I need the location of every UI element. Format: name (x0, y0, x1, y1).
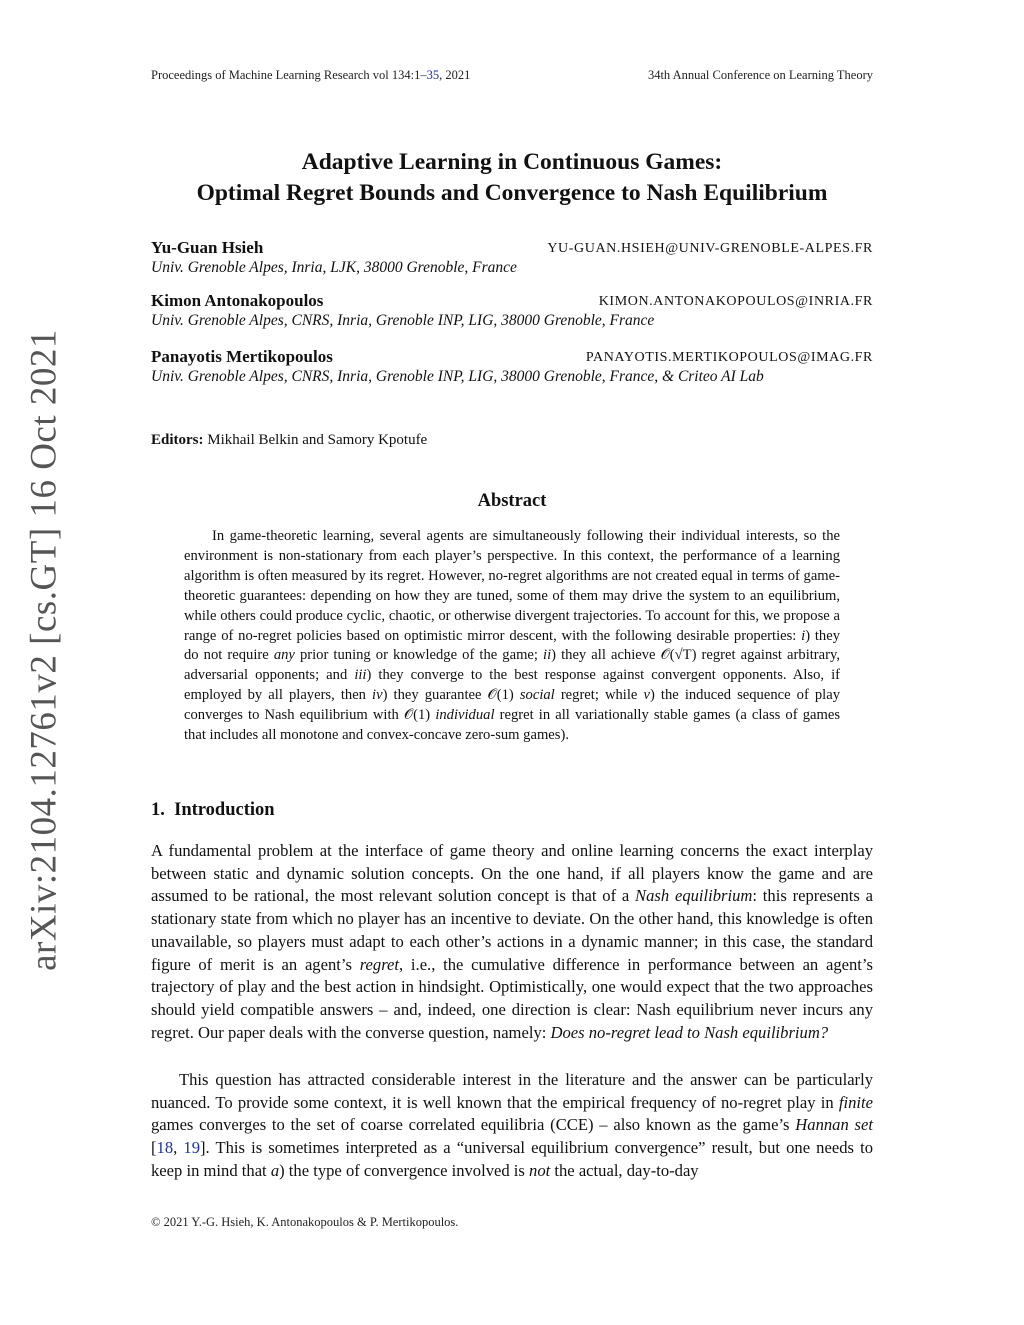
editors-label: Editors: (151, 432, 204, 448)
intro-paragraph-2: This question has attracted considerable interest in the literature and the answer can be particularly nuanced. To provide some context, it is well known that the empirical frequency of no-regret play in finite games converges to the set of coarse correlated equilibria (CCE) – also known as the game’s Hannan set [18, 19]. This is sometimes interpreted as a “universal equilibrium convergence” result, but one needs to keep in mind that a) the type of convergence involved is not the actual, day-to-day (151, 1070, 873, 1180)
author-block-3 (151, 347, 873, 386)
running-head-left: Proceedings of Machine Learning Research vol 134:1–35, 2021 (151, 68, 471, 82)
abstract-heading: Abstract (477, 491, 547, 511)
big-o-one: 𝒪(1) (403, 707, 431, 724)
paper-title (151, 147, 873, 209)
author-email[interactable]: KIMON.ANTONAKOPOULOS@INRIA.FR (598, 294, 873, 309)
title-line-2: Optimal Regret Bounds and Convergence to Nash Equilibrium (196, 180, 828, 206)
author-email[interactable]: PANAYOTIS.MERTIKOPOULOS@IMAG.FR (585, 350, 873, 365)
running-head-right: 34th Annual Conference on Learning Theory (647, 68, 873, 82)
author-block-2 (151, 291, 873, 330)
copyright-footer: © 2021 Y.-G. Hsieh, K. Antonakopoulos & P. Mertikopoulos. (151, 1215, 459, 1229)
citation-link[interactable]: 18 (156, 1138, 174, 1158)
author-affiliation: Univ. Grenoble Alpes, Inria, LJK, 38000 Grenoble, France (151, 259, 517, 276)
author-affiliation: Univ. Grenoble Alpes, CNRS, Inria, Grenoble INP, LIG, 38000 Grenoble, France, & Criteo AI Lab (151, 368, 764, 385)
page-count-link[interactable]: 35 (426, 68, 440, 82)
author-block-1 (151, 238, 873, 277)
editors-names: Mikhail Belkin and Samory Kpotufe (207, 432, 428, 448)
editors-line (151, 432, 427, 449)
arxiv-identifier-text: arXiv:2104.12761v2 [cs.GT] 16 Oct 2021 (23, 329, 65, 971)
citation-link[interactable]: 19 (183, 1138, 200, 1158)
big-o-one: 𝒪(1) (487, 687, 514, 704)
author-affiliation: Univ. Grenoble Alpes, CNRS, Inria, Grenoble INP, LIG, 38000 Grenoble, France (151, 312, 655, 329)
author-name: Kimon Antonakopoulos (151, 291, 324, 310)
arxiv-side-identifier (20, 329, 68, 971)
author-email[interactable]: YU-GUAN.HSIEH@UNIV-GRENOBLE-ALPES.FR (547, 241, 873, 256)
intro-paragraph-1: A fundamental problem at the interface of game theory and online learning concerns the exact interplay between static and dynamic solution concepts. On the one hand, if all players know the game and are assumed to be rational, the most relevant solution concept is that of a Nash equilibrium: this represents a stationary state from which no player has an incentive to deviate. On the other hand, this knowledge is often unavailable, so players must adapt to each other’s actions in a dynamic manner; in this case, the standard figure of merit is an agent’s regret, i.e., the cumulative difference in performance between an agent’s trajectory of play and the best action in hindsight. Optimistically, one would expect that the two approaches should yield compatible answers – and, indeed, one direction is clear: Nash equilibrium never incurs any regret. Our paper deals with the converse question, namely: Does no-regret lead to Nash equilibrium? (151, 841, 874, 1042)
abstract-body: In game-theoretic learning, several agents are simultaneously following their individual interests, so the environment is non-stationary from each player’s perspective. In this context, the performance of a learning algorithm is often measured by its regret. However, no-regret algorithms are not created equal in terms of game-theoretic guarantees: depending on how they are tuned, some of them may drive the system to an equilibrium, while others could produce cyclic, chaotic, or otherwise divergent trajectories. To account for this, we propose a range of no-regret policies based on optimistic mirror descent, with the following desirable properties: i) they do not require any prior tuning or knowledge of the game; ii) they all achieve 𝒪(√T) regret against arbitrary, adversarial opponents; and iii) they converge to the best response against convergent opponents. Also, if employed by all players, then iv) they guarantee 𝒪(1) social regret; while v) the induced sequence of play converges to Nash equilibrium with 𝒪(1) individual regret in all variationally stable games (a class of games that includes all monotone and convex-concave zero-sum games). (184, 528, 841, 744)
title-line-1: Adaptive Learning in Continuous Games: (301, 149, 723, 175)
author-name: Panayotis Mertikopoulos (151, 347, 333, 366)
section-heading-introduction: 1. Introduction (151, 800, 275, 820)
author-name: Yu-Guan Hsieh (151, 238, 264, 257)
big-o-sqrt-t: 𝒪(√T) (660, 647, 697, 664)
